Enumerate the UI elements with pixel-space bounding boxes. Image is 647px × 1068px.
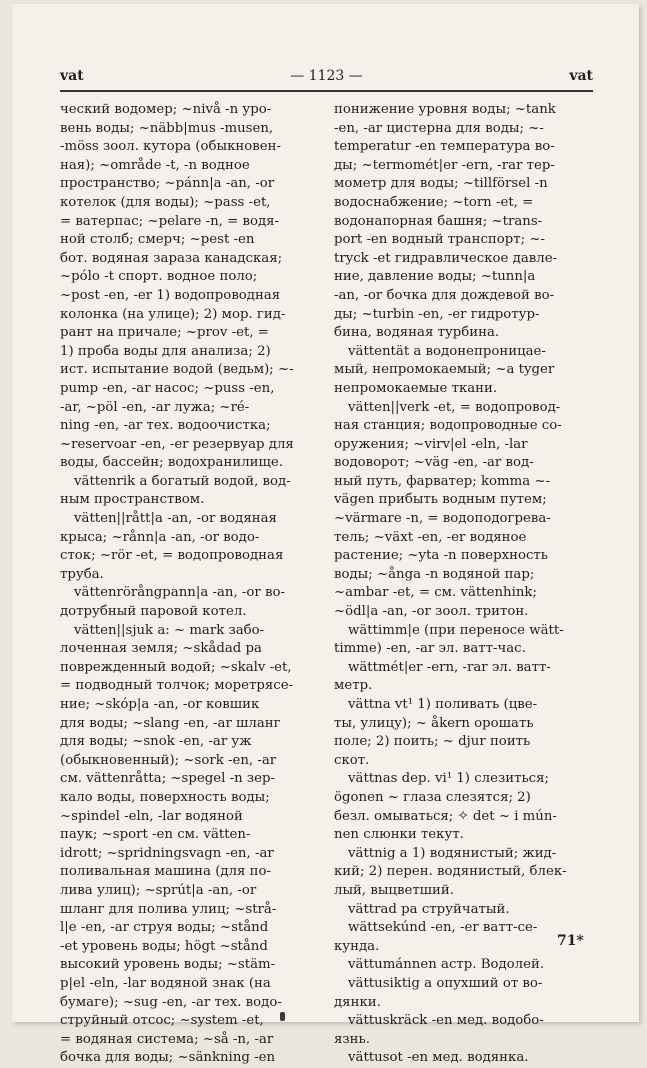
entry-line: vättumánnen астр. Водолей. — [348, 957, 545, 973]
entry-line: vätten||sjuk a: ~ mark забо- — [74, 622, 265, 638]
entry-line: ~värmare -n, = водоподогрева- — [334, 511, 551, 527]
entry-line: pump -en, -ar насос; ~puss -en, — [60, 380, 275, 396]
entry-line: кий; 2) перен. водянистый, блек- — [334, 864, 567, 880]
entry-line: см. vättenråtta; ~spegel -n зер- — [60, 771, 276, 787]
entry-line: vätten||rått|a -an, -or водяная — [74, 511, 277, 527]
entry-line: воды; ~ånga -n водяной пар; — [334, 566, 535, 582]
entry-line: ческий водомер; ~nivå -n уро- — [60, 102, 272, 117]
entry-line: воды, бассейн; водохранилище. — [60, 455, 283, 471]
entry-line: ние; ~skóp|a -an, -or ковшик — [60, 697, 260, 712]
entry-line: водоснабжение; ~torn -et, = — [334, 194, 534, 210]
entry-line: tryck -et гидравлическое давле- — [334, 250, 558, 266]
guide-word-right: vat — [569, 68, 593, 84]
entry-line: wättmét|er -ern, -rar эл. ватт- — [348, 659, 551, 675]
entry-line: nen слюнки текут. — [334, 827, 464, 843]
entry-line: ~spindel -eln, -lar водяной — [60, 808, 243, 824]
entry-line: p|el -eln, -lar водяной знак (на — [60, 975, 271, 991]
entry-line: лоченная земля; ~skådad pa — [60, 641, 262, 657]
entry-line: бумаге); ~sug -en, -ar тех. водо- — [60, 994, 282, 1010]
dictionary-page — [12, 4, 639, 1066]
entry-line: водоворот; ~väg -en, -ar вод- — [334, 455, 534, 471]
entry-line: тель; ~växt -en, -er водяное — [334, 529, 527, 545]
entry-line: ды; ~termomét|er -ern, -rar тер- — [334, 157, 555, 173]
entry-line: vättentät a водонепроницае- — [348, 343, 546, 359]
entry-line: idrott; ~spridningsvagn -en, -ar — [60, 845, 274, 861]
entry-line: vättnig a 1) водянистый; жид- — [348, 845, 557, 861]
entry-line: ист. испытание водой (ведьм); ~- — [60, 362, 294, 378]
entry-line: язнь. — [334, 1031, 370, 1047]
entry-line: вень воды; ~näbb|mus -musen, — [60, 120, 274, 136]
entry-line: -an, -or бочка для дождевой во- — [334, 287, 555, 303]
entry-line: ная станция; водопроводные со- — [334, 418, 562, 434]
entry-line: скот. — [334, 752, 370, 768]
entry-line: vättusot -en мед. водянка. — [348, 1050, 529, 1066]
entry-line: -möss зоол. кутора (обыкновен- — [60, 139, 281, 155]
entry-line: крыса; ~rånn|a -an, -or водо- — [60, 529, 260, 545]
entry-line: мый, непромокаемый; ~a tyger — [334, 362, 555, 378]
entry-line: бочка для воды; ~sänkning -en — [60, 1050, 276, 1066]
entry-line: (обыкновенный); ~sork -en, -ar — [60, 752, 277, 768]
binding-mark — [280, 1012, 285, 1021]
entry-line: 1) проба воды для анализа; 2) — [60, 343, 271, 359]
entry-line: оружения; ~virv|el -eln, -lar — [334, 436, 528, 452]
entry-line: шланг для полива улиц; ~strå- — [60, 901, 277, 917]
entry-line: ды; ~turbin -en, -er гидротур- — [334, 306, 540, 322]
entry-line: понижение уровня воды; ~tank — [334, 102, 556, 117]
entry-line: = подводный толчок; моретрясе- — [60, 678, 294, 694]
entry-line: ная); ~område -t, -n водное — [60, 157, 250, 173]
entry-line: бина, водяная турбина. — [334, 325, 500, 341]
entry-line: timme) -en, -ar эл. ватт-час. — [334, 641, 526, 657]
guide-word-left: vat — [60, 68, 84, 84]
entry-line: -ar, ~pöl -en, -ar лужа; ~ré- — [60, 399, 250, 415]
entry-line: = водяная система; ~så -n, -ar — [60, 1031, 274, 1047]
signature-mark: 71* — [557, 933, 584, 949]
entry-line: поле; 2) поить; ~ djur поить — [334, 734, 531, 750]
entry-line: vägen прибыть водным путем; — [334, 492, 547, 508]
entry-line: -et уровень воды; högt ~stånd — [60, 938, 268, 954]
entry-line: ning -en, -ar тех. водоочистка; — [60, 418, 271, 434]
entry-line: vättenrik a богатый водой, вод- — [74, 473, 291, 489]
entry-line: ный путь, фарватер; komma ~- — [334, 473, 551, 489]
entry-line: vättna vt¹ 1) поливать (цве- — [348, 697, 538, 712]
entry-line: vätten||verk -et, = водопровод- — [348, 399, 561, 415]
entry-line: колонка (на улице); 2) мор. гид- — [60, 306, 286, 322]
entry-line: кало воды, поверхность воды; — [60, 789, 270, 805]
entry-line: сток; ~rör -et, = водопроводная — [60, 548, 284, 564]
entry-line: поливальная машина (для по- — [60, 864, 271, 880]
entry-line: ~ambar -et, = см. vättenhink; — [334, 585, 537, 601]
entry-line: = ватерпас; ~pelare -n, = водя- — [60, 213, 280, 229]
entry-line: водонапорная башня; ~trans- — [334, 213, 543, 229]
entry-line: wättimm|e (при переносе wätt- — [348, 622, 564, 638]
entry-line: ным пространством. — [60, 492, 205, 508]
header-rule — [60, 90, 593, 92]
entry-line: струйный отсос; ~system -et, — [60, 1013, 264, 1029]
entry-line: растение; ~yta -n поверхность — [334, 548, 548, 564]
entry-line: дотрубный паровой котел. — [60, 604, 247, 620]
entry-line: высокий уровень воды; ~stäm- — [60, 957, 276, 973]
entry-line: vättuskräck -en мед. водобо- — [348, 1013, 544, 1029]
entry-line: для воды; ~slang -en, -ar шланг — [60, 715, 281, 731]
entry-line: ~reservoar -en, -er резервуар для — [60, 436, 294, 452]
entry-line: ~ödl|a -an, -or зоол. тритон. — [334, 604, 529, 620]
entry-line: для воды; ~snok -en, -ar уж — [60, 734, 252, 750]
entry-line: паук; ~sport -en см. vätten- — [60, 827, 251, 843]
entry-line: лива улиц); ~sprút|a -an, -or — [60, 882, 257, 898]
entry-line: temperatur -en температура во- — [334, 139, 555, 155]
entry-line: l|e -en, -ar струя воды; ~stånd — [60, 920, 269, 936]
entry-line: ögonen ~ глаза слезятся; 2) — [334, 789, 531, 805]
entry-line: vättrad pa струйчатый. — [348, 901, 510, 917]
entry-line: труба. — [60, 566, 104, 582]
entry-line: безл. омываться; ✧ det ~ i mún- — [334, 808, 557, 824]
entry-line: бот. водяная зараза канадская; — [60, 250, 283, 266]
entry-line: ты, улицу); ~ åkern орошать — [334, 715, 534, 731]
page-number: — 1123 — — [290, 68, 363, 84]
entry-line: ной столб; смерч; ~pest -en — [60, 232, 255, 248]
entry-line: рант на причале; ~prov -et, = — [60, 325, 269, 341]
entry-line: vättenrörångpann|a -an, -or во- — [74, 585, 285, 601]
entry-line: непромокаемые ткани. — [334, 380, 498, 396]
entry-line: дянки. — [334, 994, 381, 1010]
right-column — [334, 101, 594, 1068]
entry-line: лый, выцветший. — [334, 882, 454, 898]
entry-line: ~pólo -t спорт. водное поло; — [60, 269, 258, 285]
page-header — [60, 68, 593, 90]
entry-line: котелок (для воды); ~pass -et, — [60, 194, 271, 210]
entry-line: vättusiktig a опухший от во- — [348, 975, 543, 991]
entry-line: поврежденный водой; ~skalv -et, — [60, 659, 292, 675]
entry-line: мометр для воды; ~tillförsel -n — [334, 176, 548, 192]
entry-line: -en, -ar цистерна для воды; ~- — [334, 120, 544, 136]
entry-line: пространство; ~pánn|a -an, -or — [60, 176, 275, 192]
entry-line: port -en водный транспорт; ~- — [334, 232, 545, 248]
entry-line: кунда. — [334, 938, 380, 954]
entry-line: wättsekúnd -en, -er ватт-се- — [348, 920, 538, 936]
entry-line: ~post -en, -er 1) водопроводная — [60, 287, 281, 303]
left-column — [60, 101, 321, 1068]
entry-line: метр. — [334, 678, 373, 694]
entry-line: vättnas dep. vi¹ 1) слезиться; — [348, 771, 549, 787]
entry-line: ние, давление воды; ~tunn|a — [334, 269, 536, 285]
